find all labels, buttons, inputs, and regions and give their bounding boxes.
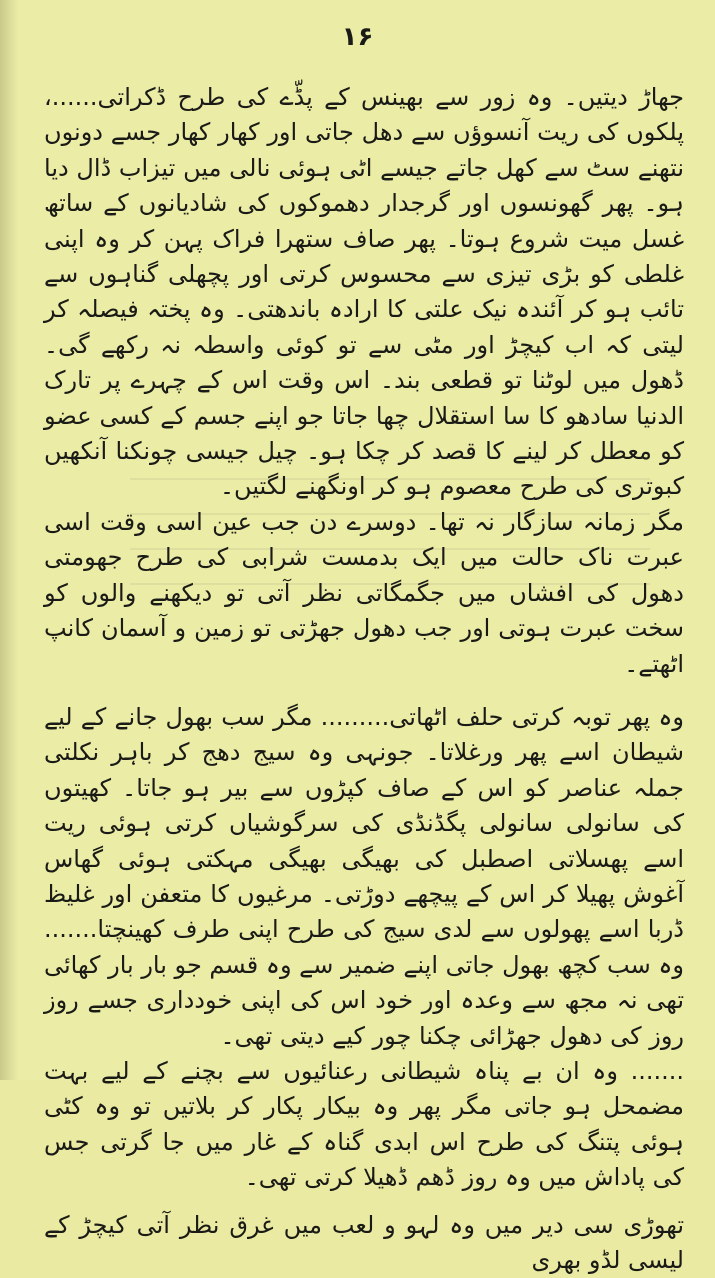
paragraph-1: جھاڑ دیتیں۔ وہ زور سے بھینس کے پڈّے کی طرح ڈکراتی......، پلکوں کی ریت آنسوؤں سے دھل جاتی اور کھار کھار جسے دونوں نتھنے سٹ سے کھل جاتے جیسے اٹی ہوئی نالی میں تیزاب ڈال دیا ہو۔ پھر گھونسوں اور گرجدار دھموکوں کی شادیانوں کے ساتھ غسل میت شروع ہوتا۔ پھر صاف ستھرا فراک پہن کر وہ اپنی غلطی کو بڑی تیزی سے محسوس کرتی اور پچھلی گناہوں سے تائب ہو کر آئندہ نیک علتی کا ارادہ باندھتی۔ وہ پختہ فیصلہ کر لیتی کہ اب کیچڑ اور مٹی سے تو کوئی واسطہ نہ رکھے گی۔ ڈھول میں لوٹنا تو قطعی بند۔ اس وقت اس کے چہرے پر تارک الدنیا سادھو کا سا استقلال چھا جاتا جو اپنے جسم کے کسی عضو کو معطل کر لینے کا قصد کر چکا ہو۔ چیل جیسی چونکنا آنکھیں کبوتری کی طرح معصوم ہو کر اونگھنے لگتیں۔ bbox=[44, 83, 684, 501]
paragraph-4: ....... وہ ان بے پناہ شیطانی رعنائیوں سے بچنے کے لیے بہت مضمحل ہو جاتی مگر پھر وہ بیکار پکار کر بلاتیں تو وہ کٹی ہوئی پتنگ کی طرح اس ابدی گناہ کے غار میں جا گرتی جس کی پاداش میں وہ روز ڈھم ڈھیلا کرتی تھی۔ bbox=[44, 1056, 684, 1192]
paragraph-5: تھوڑی سی دیر میں وہ لہو و لعب میں غرق نظر آتی کیچڑ کے لیسی لڈو بھری bbox=[44, 1210, 684, 1274]
page-body-text bbox=[44, 80, 684, 1278]
page-edge-shadow bbox=[0, 0, 18, 1080]
paragraph-gap bbox=[44, 1196, 684, 1208]
paragraph-gap bbox=[44, 682, 684, 700]
page-number: ۱۶ bbox=[341, 22, 374, 52]
paragraph-3: وہ پھر توبہ کرتی حلف اٹھاتی......... مگر سب بھول جانے کے لیے شیطان اسے پھر ورغلاتا۔ جونہی وہ سیج دھج کر باہر نکلتی جملہ عناصر کو اس کے صاف کپڑوں سے بیر ہو جاتا۔ کھیتوں کی سانولی سانولی پگڈنڈی کی سرگوشیاں کرتی ہوئی ریت اسے پھسلاتی اصطبل کی بھیگی بھیگی مہکتی ہوئی گھاس آغوش پھیلا کر اس کے پیچھے دوڑتی۔ مرغیوں کا متعفن اور غلیظ ڈربا اسے پھولوں سے لدی سیج کی طرح اپنی طرف کھینچتا....... وہ سب کچھ بھول جاتی اپنے ضمیر سے وہ قسم جو بار بار کھائی تھی نہ مجھ سے وعدہ اور خود اس کی اپنی خودداری جسے روز روز کی دھول جھڑائی چکنا چور کیے دیتی تھی۔ bbox=[44, 702, 685, 1050]
paragraph-2: مگر زمانہ سازگار نہ تھا۔ دوسرے دن جب عین اسی وقت اسی عبرت ناک حالت میں ایک بدمست شرابی کی طرح جھومتی دھول کی افشاں میں جگمگاتی نظر آتی تو دیکھنے والوں کو سخت عبرت ہوتی اور جب دھول جھڑتی تو زمین و آسمان کانپ اٹھتے۔ bbox=[44, 507, 684, 678]
